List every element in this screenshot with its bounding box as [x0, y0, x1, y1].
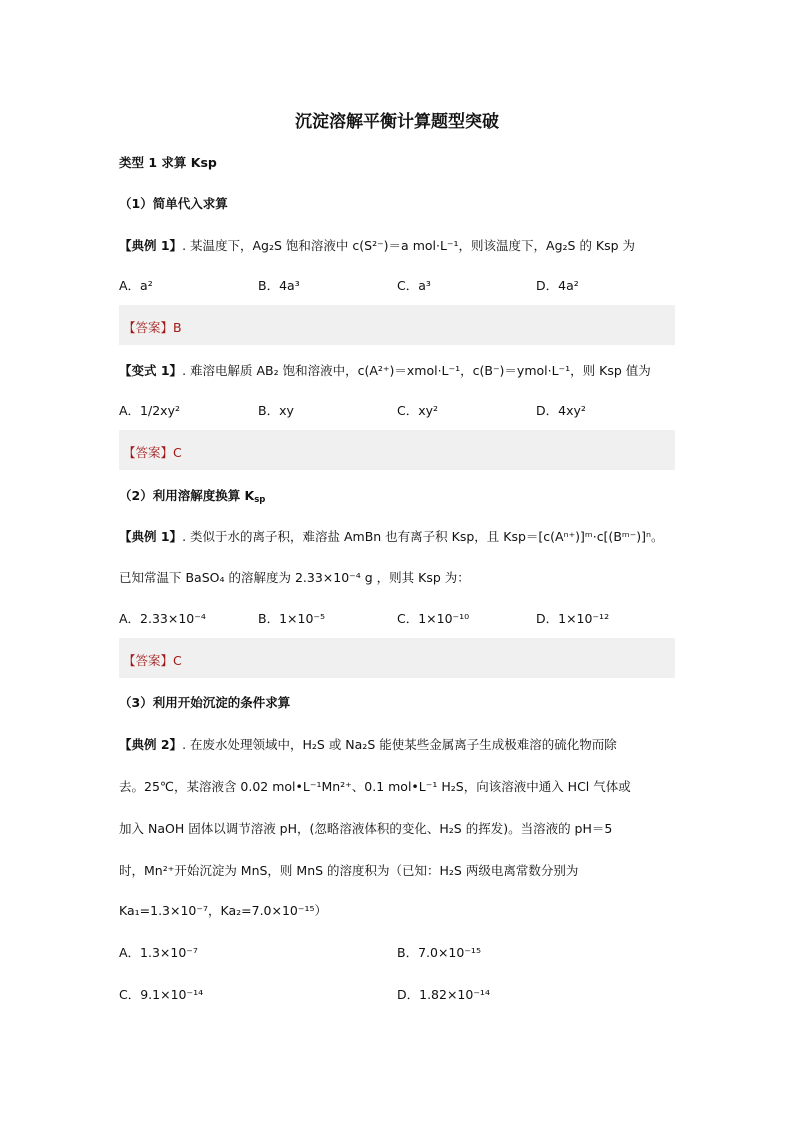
answer-box-3 — [119, 638, 675, 678]
question-text: . 在废水处理领域中，H₂S 或 Na₂S 能使某些金属离子生成极难溶的硫化物而除 — [182, 737, 617, 752]
option-c: C．xy² — [397, 403, 439, 418]
option-a: A．a² — [119, 278, 153, 293]
question-text: . 某温度下，Ag₂S 饱和溶液中 c(S²⁻)＝a mol·L⁻¹，则该温度下，Ag₂S 的 Ksp 为 — [182, 238, 636, 253]
question-4-line-4: 时，Mn²⁺开始沉淀为 MnS，则 MnS 的溶度积为（已知：H₂S 两级电离常数分别为 — [119, 863, 579, 878]
option-a: A．2.33×10⁻⁴ — [119, 611, 206, 626]
question-2-stem — [119, 361, 651, 379]
question-label: 【变式 1】 — [119, 363, 183, 378]
answer-label: 【答案】 — [123, 320, 174, 335]
question-4-stem — [119, 735, 617, 753]
option-b: B．4a³ — [258, 278, 300, 293]
page-title: 沉淀溶解平衡计算题型突破 — [295, 112, 499, 132]
option-d: D．1.82×10⁻¹⁴ — [397, 987, 490, 1002]
question-text: . 类似于水的离子积，难溶盐 AmBn 也有离子积 Ksp，且 Ksp＝[c(Aⁿ⁺)]ᵐ·c[(Bᵐ⁻)]ⁿ。 — [182, 529, 664, 544]
option-d: D．4xy² — [536, 403, 586, 418]
section-1-heading: （1）简单代入求算 — [119, 196, 228, 211]
option-b: B．xy — [258, 403, 294, 418]
option-a: A．1.3×10⁻⁷ — [119, 945, 198, 960]
section-2-subscript: sp — [254, 495, 266, 505]
question-label: 【典例 2】 — [119, 737, 183, 752]
option-a: A．1/2xy² — [119, 403, 180, 418]
section-2-heading — [119, 486, 265, 505]
option-c: C．9.1×10⁻¹⁴ — [119, 987, 204, 1002]
answer-box-2 — [119, 430, 675, 470]
question-3-stem — [119, 527, 664, 545]
question-4-line-2: 去。25℃，某溶液含 0.02 mol•L⁻¹Mn²⁺、0.1 mol•L⁻¹ H₂S，向该溶液中通入 HCl 气体或 — [119, 779, 631, 794]
question-1-stem — [119, 236, 635, 254]
question-label: 【典例 1】 — [119, 529, 183, 544]
section-2-text: （2）利用溶解度换算 K — [119, 488, 255, 503]
question-text: . 难溶电解质 AB₂ 饱和溶液中，c(A²⁺)＝xmol·L⁻¹，c(B⁻)＝ymol·L⁻¹，则 Ksp 值为 — [182, 363, 651, 378]
option-d: D．1×10⁻¹² — [536, 611, 610, 626]
answer-label: 【答案】 — [123, 445, 174, 460]
option-b: B．1×10⁻⁵ — [258, 611, 326, 626]
option-c: C．1×10⁻¹⁰ — [397, 611, 470, 626]
option-b: B．7.0×10⁻¹⁵ — [397, 945, 481, 960]
answer-box-1 — [119, 305, 675, 345]
answer-value: C — [173, 445, 182, 460]
answer-value: C — [173, 653, 182, 668]
question-3-line-2: 已知常温下 BaSO₄ 的溶解度为 2.33×10⁻⁴ g ，则其 Ksp 为： — [119, 570, 470, 585]
answer-label: 【答案】 — [123, 653, 174, 668]
type1-heading: 类型 1 求算 Ksp — [119, 155, 217, 170]
option-c: C．a³ — [397, 278, 431, 293]
question-label: 【典例 1】 — [119, 238, 183, 253]
option-d: D．4a² — [536, 278, 579, 293]
answer-value: B — [173, 320, 182, 335]
section-3-heading: （3）利用开始沉淀的条件求算 — [119, 695, 291, 710]
question-4-line-3: 加入 NaOH 固体以调节溶液 pH，(忽略溶液体积的变化、H₂S 的挥发)。当溶液的 pH＝5 — [119, 821, 613, 836]
question-4-line-5: Ka₁=1.3×10⁻⁷，Ka₂=7.0×10⁻¹⁵） — [119, 903, 327, 918]
